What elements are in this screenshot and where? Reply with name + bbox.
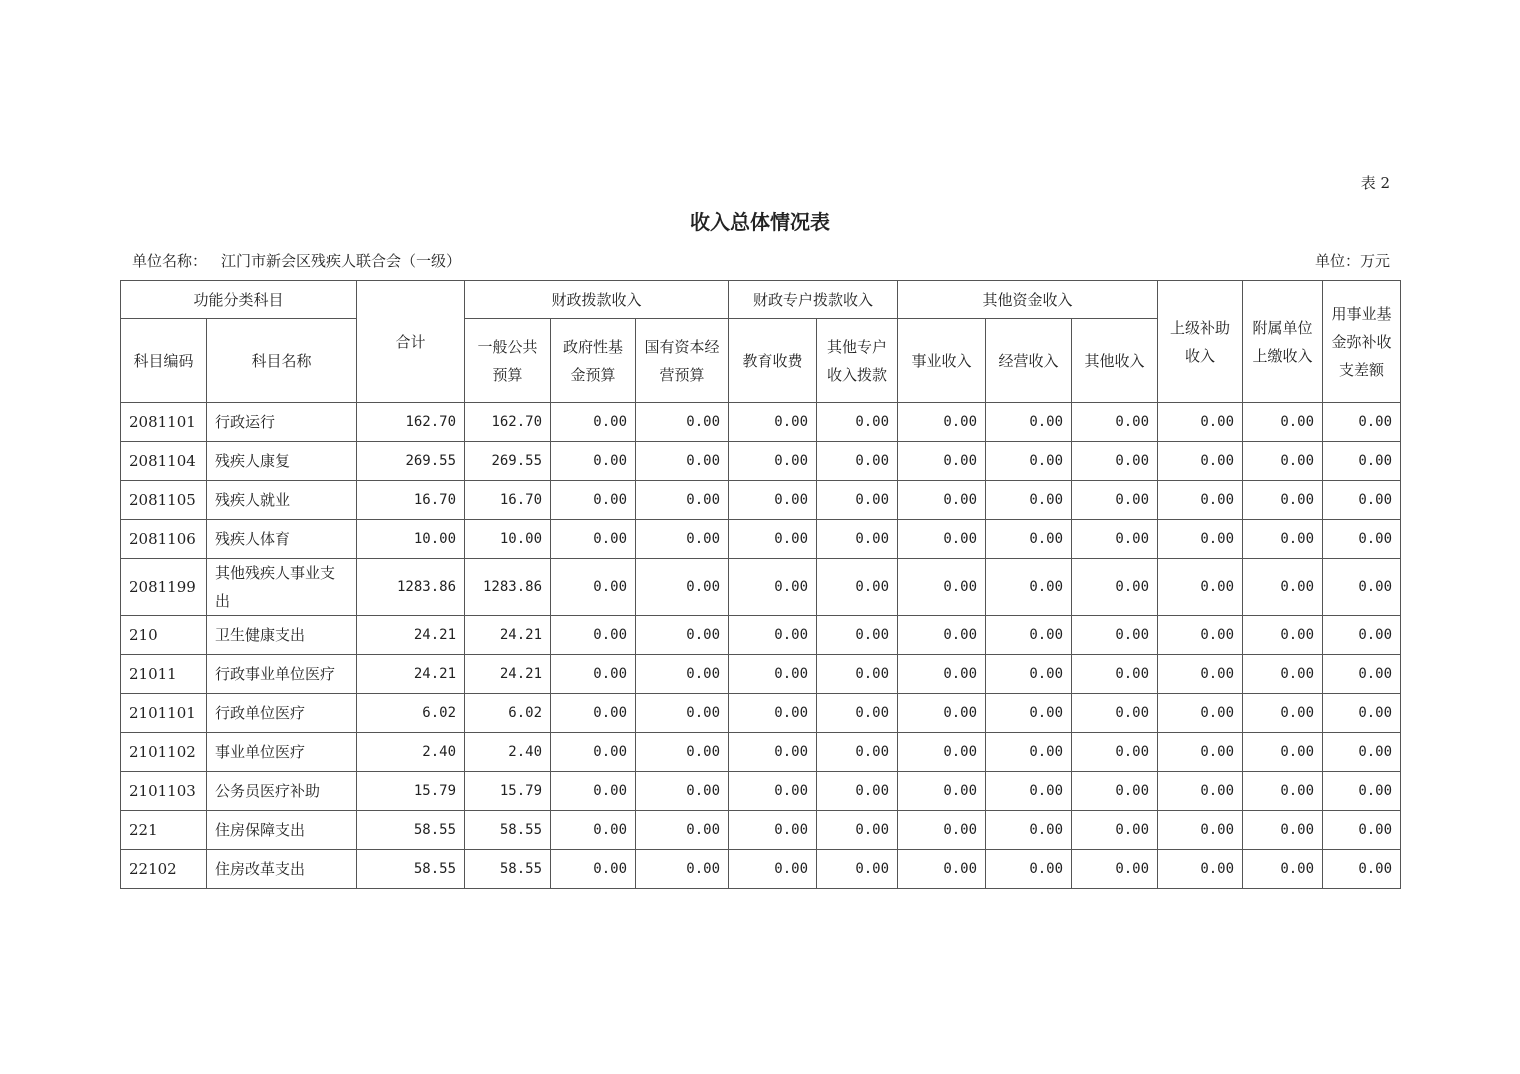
fund-makeup-cell: 0.00 [1323,442,1401,481]
header-total: 合计 [357,281,465,403]
table-row [121,772,1401,811]
total-cell: 16.70 [357,481,465,520]
header-fund-makeup: 用事业基金弥补收支差额 [1323,281,1401,403]
other-income-cell: 0.00 [1072,520,1158,559]
gov-fund-budget-cell: 0.00 [551,559,636,616]
fund-makeup-cell: 0.00 [1323,559,1401,616]
state-capital-budget-cell: 0.00 [636,520,729,559]
header-gov-fund-budget: 政府性基金预算 [551,319,636,403]
affiliated-income-cell: 0.00 [1243,694,1323,733]
state-capital-budget-cell: 0.00 [636,442,729,481]
table-row [121,733,1401,772]
education-fee-cell: 0.00 [729,694,817,733]
other-special-cell: 0.00 [817,616,898,655]
other-special-cell: 0.00 [817,850,898,889]
table-row [121,520,1401,559]
operating-income-cell: 0.00 [986,655,1072,694]
general-budget-cell: 269.55 [465,442,551,481]
state-capital-budget-cell: 0.00 [636,694,729,733]
header-state-capital-budget: 国有资本经营预算 [636,319,729,403]
education-fee-cell: 0.00 [729,616,817,655]
other-income-cell: 0.00 [1072,616,1158,655]
header-other-special: 其他专户收入拨款 [817,319,898,403]
subject-name-cell: 残疾人康复 [207,442,357,481]
general-budget-cell: 6.02 [465,694,551,733]
other-special-cell: 0.00 [817,655,898,694]
business-income-cell: 0.00 [898,481,986,520]
gov-fund-budget-cell: 0.00 [551,694,636,733]
superior-subsidy-cell: 0.00 [1158,520,1243,559]
general-budget-cell: 24.21 [465,616,551,655]
subject-name-cell: 住房保障支出 [207,811,357,850]
gov-fund-budget-cell: 0.00 [551,811,636,850]
affiliated-income-cell: 0.00 [1243,403,1323,442]
other-income-cell: 0.00 [1072,850,1158,889]
gov-fund-budget-cell: 0.00 [551,481,636,520]
superior-subsidy-cell: 0.00 [1158,481,1243,520]
affiliated-income-cell: 0.00 [1243,520,1323,559]
other-income-cell: 0.00 [1072,772,1158,811]
affiliated-income-cell: 0.00 [1243,442,1323,481]
education-fee-cell: 0.00 [729,850,817,889]
business-income-cell: 0.00 [898,520,986,559]
fund-makeup-cell: 0.00 [1323,481,1401,520]
other-special-cell: 0.00 [817,694,898,733]
other-income-cell: 0.00 [1072,481,1158,520]
subject-name-cell: 公务员医疗补助 [207,772,357,811]
business-income-cell: 0.00 [898,811,986,850]
total-cell: 10.00 [357,520,465,559]
header-row-1 [121,281,1401,319]
operating-income-cell: 0.00 [986,811,1072,850]
superior-subsidy-cell: 0.00 [1158,559,1243,616]
gov-fund-budget-cell: 0.00 [551,850,636,889]
header-fiscal-allocation: 财政拨款收入 [465,281,729,319]
state-capital-budget-cell: 0.00 [636,850,729,889]
operating-income-cell: 0.00 [986,520,1072,559]
subject-code-cell: 2081199 [121,559,207,616]
business-income-cell: 0.00 [898,850,986,889]
operating-income-cell: 0.00 [986,481,1072,520]
other-special-cell: 0.00 [817,772,898,811]
other-special-cell: 0.00 [817,733,898,772]
currency-unit: 单位：万元 [1314,252,1390,270]
fund-makeup-cell: 0.00 [1323,520,1401,559]
other-special-cell: 0.00 [817,811,898,850]
operating-income-cell: 0.00 [986,733,1072,772]
fund-makeup-cell: 0.00 [1323,655,1401,694]
subject-name-cell: 住房改革支出 [207,850,357,889]
state-capital-budget-cell: 0.00 [636,772,729,811]
education-fee-cell: 0.00 [729,481,817,520]
affiliated-income-cell: 0.00 [1243,811,1323,850]
superior-subsidy-cell: 0.00 [1158,850,1243,889]
education-fee-cell: 0.00 [729,559,817,616]
affiliated-income-cell: 0.00 [1243,481,1323,520]
unit-name-value: 江门市新会区残疾人联合会（一级） [221,252,462,270]
general-budget-cell: 24.21 [465,655,551,694]
superior-subsidy-cell: 0.00 [1158,811,1243,850]
affiliated-income-cell: 0.00 [1243,559,1323,616]
header-education-fee: 教育收费 [729,319,817,403]
header-fiscal-special: 财政专户拨款收入 [729,281,898,319]
subject-name-cell: 行政事业单位医疗 [207,655,357,694]
education-fee-cell: 0.00 [729,772,817,811]
table-row [121,655,1401,694]
education-fee-cell: 0.00 [729,442,817,481]
header-superior-subsidy: 上级补助收入 [1158,281,1243,403]
fund-makeup-cell: 0.00 [1323,616,1401,655]
total-cell: 15.79 [357,772,465,811]
gov-fund-budget-cell: 0.00 [551,403,636,442]
operating-income-cell: 0.00 [986,559,1072,616]
subject-code-cell: 22102 [121,850,207,889]
subject-code-cell: 2081105 [121,481,207,520]
operating-income-cell: 0.00 [986,442,1072,481]
subject-code-cell: 221 [121,811,207,850]
affiliated-income-cell: 0.00 [1243,733,1323,772]
business-income-cell: 0.00 [898,772,986,811]
income-table [120,280,1401,889]
gov-fund-budget-cell: 0.00 [551,655,636,694]
other-special-cell: 0.00 [817,403,898,442]
affiliated-income-cell: 0.00 [1243,850,1323,889]
business-income-cell: 0.00 [898,442,986,481]
subject-code-cell: 210 [121,616,207,655]
education-fee-cell: 0.00 [729,733,817,772]
table-row [121,850,1401,889]
header-business-income: 事业收入 [898,319,986,403]
superior-subsidy-cell: 0.00 [1158,403,1243,442]
table-row [121,616,1401,655]
other-income-cell: 0.00 [1072,442,1158,481]
business-income-cell: 0.00 [898,616,986,655]
subject-name-cell: 残疾人体育 [207,520,357,559]
subject-code-cell: 21011 [121,655,207,694]
education-fee-cell: 0.00 [729,403,817,442]
fund-makeup-cell: 0.00 [1323,694,1401,733]
education-fee-cell: 0.00 [729,655,817,694]
table-row [121,442,1401,481]
fund-makeup-cell: 0.00 [1323,772,1401,811]
fund-makeup-cell: 0.00 [1323,733,1401,772]
general-budget-cell: 16.70 [465,481,551,520]
table-row [121,694,1401,733]
state-capital-budget-cell: 0.00 [636,481,729,520]
affiliated-income-cell: 0.00 [1243,772,1323,811]
fund-makeup-cell: 0.00 [1323,403,1401,442]
general-budget-cell: 10.00 [465,520,551,559]
unit-name [132,250,461,271]
general-budget-cell: 58.55 [465,811,551,850]
operating-income-cell: 0.00 [986,694,1072,733]
education-fee-cell: 0.00 [729,811,817,850]
business-income-cell: 0.00 [898,733,986,772]
total-cell: 1283.86 [357,559,465,616]
subject-code-cell: 2101102 [121,733,207,772]
total-cell: 58.55 [357,850,465,889]
gov-fund-budget-cell: 0.00 [551,772,636,811]
unit-name-label: 单位名称： [132,252,208,270]
general-budget-cell: 162.70 [465,403,551,442]
superior-subsidy-cell: 0.00 [1158,616,1243,655]
other-income-cell: 0.00 [1072,811,1158,850]
operating-income-cell: 0.00 [986,850,1072,889]
subject-code-cell: 2101103 [121,772,207,811]
subject-name-cell: 其他残疾人事业支出 [207,559,357,616]
operating-income-cell: 0.00 [986,403,1072,442]
fund-makeup-cell: 0.00 [1323,811,1401,850]
gov-fund-budget-cell: 0.00 [551,733,636,772]
table-number: 表 2 [1360,174,1390,192]
affiliated-income-cell: 0.00 [1243,655,1323,694]
table-row [121,403,1401,442]
education-fee-cell: 0.00 [729,520,817,559]
header-operating-income: 经营收入 [986,319,1072,403]
header-affiliated-income: 附属单位上缴收入 [1243,281,1323,403]
business-income-cell: 0.00 [898,403,986,442]
header-general-budget: 一般公共预算 [465,319,551,403]
header-other-income: 其他收入 [1072,319,1158,403]
state-capital-budget-cell: 0.00 [636,733,729,772]
other-special-cell: 0.00 [817,442,898,481]
other-special-cell: 0.00 [817,559,898,616]
gov-fund-budget-cell: 0.00 [551,520,636,559]
general-budget-cell: 1283.86 [465,559,551,616]
table-row [121,481,1401,520]
superior-subsidy-cell: 0.00 [1158,772,1243,811]
subject-name-cell: 卫生健康支出 [207,616,357,655]
general-budget-cell: 58.55 [465,850,551,889]
subject-code-cell: 2101101 [121,694,207,733]
general-budget-cell: 15.79 [465,772,551,811]
state-capital-budget-cell: 0.00 [636,811,729,850]
business-income-cell: 0.00 [898,559,986,616]
other-income-cell: 0.00 [1072,559,1158,616]
subject-code-cell: 2081106 [121,520,207,559]
state-capital-budget-cell: 0.00 [636,655,729,694]
page-title: 收入总体情况表 [690,210,830,234]
other-special-cell: 0.00 [817,520,898,559]
header-func-category: 功能分类科目 [121,281,357,319]
state-capital-budget-cell: 0.00 [636,616,729,655]
total-cell: 24.21 [357,616,465,655]
subject-name-cell: 行政单位医疗 [207,694,357,733]
fund-makeup-cell: 0.00 [1323,850,1401,889]
state-capital-budget-cell: 0.00 [636,559,729,616]
business-income-cell: 0.00 [898,694,986,733]
general-budget-cell: 2.40 [465,733,551,772]
operating-income-cell: 0.00 [986,616,1072,655]
affiliated-income-cell: 0.00 [1243,616,1323,655]
table-row [121,811,1401,850]
total-cell: 162.70 [357,403,465,442]
gov-fund-budget-cell: 0.00 [551,616,636,655]
total-cell: 24.21 [357,655,465,694]
other-income-cell: 0.00 [1072,655,1158,694]
gov-fund-budget-cell: 0.00 [551,442,636,481]
subject-name-cell: 残疾人就业 [207,481,357,520]
superior-subsidy-cell: 0.00 [1158,655,1243,694]
other-income-cell: 0.00 [1072,733,1158,772]
total-cell: 6.02 [357,694,465,733]
other-special-cell: 0.00 [817,481,898,520]
other-income-cell: 0.00 [1072,403,1158,442]
state-capital-budget-cell: 0.00 [636,403,729,442]
superior-subsidy-cell: 0.00 [1158,442,1243,481]
superior-subsidy-cell: 0.00 [1158,694,1243,733]
subject-name-cell: 事业单位医疗 [207,733,357,772]
subject-name-cell: 行政运行 [207,403,357,442]
total-cell: 2.40 [357,733,465,772]
other-income-cell: 0.00 [1072,694,1158,733]
operating-income-cell: 0.00 [986,772,1072,811]
subject-code-cell: 2081101 [121,403,207,442]
superior-subsidy-cell: 0.00 [1158,733,1243,772]
header-subject-name: 科目名称 [207,319,357,403]
header-other-funds: 其他资金收入 [898,281,1158,319]
total-cell: 58.55 [357,811,465,850]
header-subject-code: 科目编码 [121,319,207,403]
business-income-cell: 0.00 [898,655,986,694]
table-row [121,559,1401,616]
total-cell: 269.55 [357,442,465,481]
subject-code-cell: 2081104 [121,442,207,481]
